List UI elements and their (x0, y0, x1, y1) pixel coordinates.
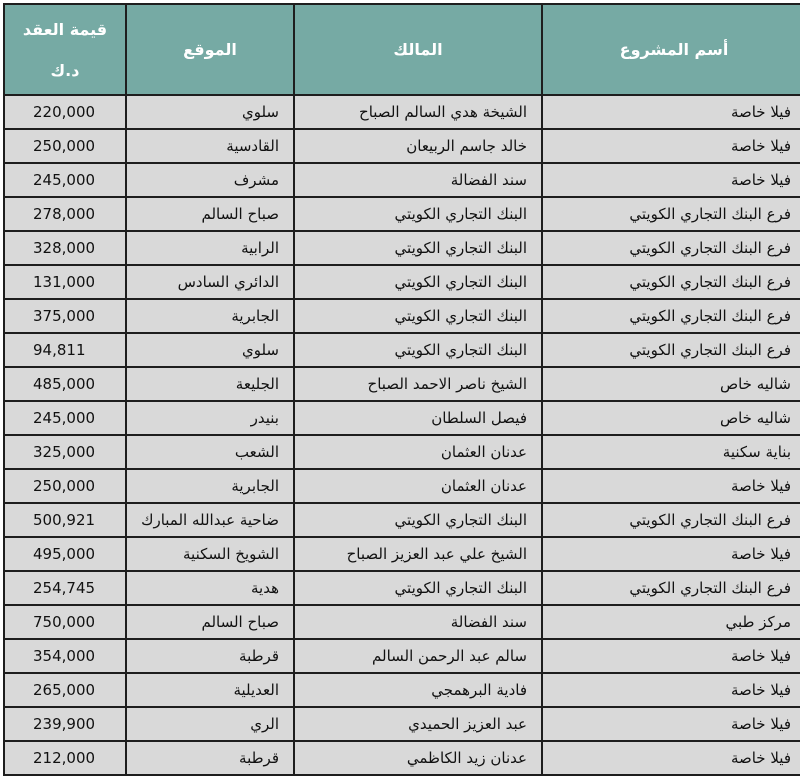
cell-project: فيلا خاصة (542, 469, 800, 503)
cell-contract-value: 265,000 (4, 673, 126, 707)
table-row (4, 571, 800, 605)
cell-location: صباح السالم (126, 197, 294, 231)
cell-owner: البنك التجاري الكويتي (294, 571, 542, 605)
cell-owner: خالد جاسم الربيعان (294, 129, 542, 163)
cell-owner: فيصل السلطان (294, 401, 542, 435)
cell-owner: البنك التجاري الكويتي (294, 503, 542, 537)
table-row (4, 707, 800, 741)
cell-owner: البنك التجاري الكويتي (294, 333, 542, 367)
cell-project: فيلا خاصة (542, 639, 800, 673)
cell-contract-value: 245,000 (4, 401, 126, 435)
cell-location: قرطبة (126, 741, 294, 775)
cell-contract-value: 750,000 (4, 605, 126, 639)
cell-project: فرع البنك التجاري الكويتي (542, 231, 800, 265)
table-row (4, 435, 800, 469)
cell-contract-value: 239,900 (4, 707, 126, 741)
table-row (4, 673, 800, 707)
table-row (4, 163, 800, 197)
cell-contract-value: 250,000 (4, 469, 126, 503)
projects-table-container (3, 3, 797, 776)
header-contract-value-currency: د.ك (50, 60, 80, 80)
cell-contract-value: 495,000 (4, 537, 126, 571)
cell-owner: الشيخ علي عبد العزيز الصباح (294, 537, 542, 571)
cell-location: الرابية (126, 231, 294, 265)
cell-owner: البنك التجاري الكويتي (294, 197, 542, 231)
table-row (4, 299, 800, 333)
cell-contract-value: 325,000 (4, 435, 126, 469)
cell-contract-value: 245,000 (4, 163, 126, 197)
cell-contract-value: 212,000 (4, 741, 126, 775)
cell-location: سلوي (126, 95, 294, 129)
cell-owner: فادية البرهمجي (294, 673, 542, 707)
header-location: الموقع (126, 4, 294, 95)
table-row (4, 367, 800, 401)
cell-location: قرطبة (126, 639, 294, 673)
cell-location: الجليعة (126, 367, 294, 401)
table-header-row (4, 4, 800, 95)
cell-contract-value: 354,000 (4, 639, 126, 673)
projects-table (3, 3, 800, 776)
cell-owner: سند الفضالة (294, 605, 542, 639)
cell-project: فيلا خاصة (542, 741, 800, 775)
cell-project: فرع البنك التجاري الكويتي (542, 571, 800, 605)
cell-contract-value: 220,000 (4, 95, 126, 129)
table-row (4, 741, 800, 775)
header-contract-value (4, 4, 126, 95)
cell-project: فيلا خاصة (542, 129, 800, 163)
cell-location: الجابرية (126, 469, 294, 503)
cell-location: العديلية (126, 673, 294, 707)
header-project: أسم المشروع (542, 4, 800, 95)
cell-contract-value: 131,000 (4, 265, 126, 299)
cell-project: فرع البنك التجاري الكويتي (542, 333, 800, 367)
cell-location: الشعب (126, 435, 294, 469)
table-row (4, 639, 800, 673)
table-row (4, 469, 800, 503)
cell-location: مشرف (126, 163, 294, 197)
cell-project: فيلا خاصة (542, 707, 800, 741)
cell-owner: سالم عبد الرحمن السالم (294, 639, 542, 673)
cell-location: صباح السالم (126, 605, 294, 639)
cell-project: شاليه خاص (542, 367, 800, 401)
table-row (4, 197, 800, 231)
cell-project: مركز طبي (542, 605, 800, 639)
header-owner: المالك (294, 4, 542, 95)
cell-project: فرع البنك التجاري الكويتي (542, 299, 800, 333)
table-row (4, 503, 800, 537)
cell-owner: عدنان العثمان (294, 435, 542, 469)
header-contract-value-title: قيمة العقد (22, 19, 108, 39)
cell-project: فيلا خاصة (542, 95, 800, 129)
cell-owner: البنك التجاري الكويتي (294, 265, 542, 299)
cell-project: فرع البنك التجاري الكويتي (542, 265, 800, 299)
cell-contract-value: 500,921 (4, 503, 126, 537)
cell-project: فيلا خاصة (542, 673, 800, 707)
cell-contract-value: 485,000 (4, 367, 126, 401)
cell-project: فرع البنك التجاري الكويتي (542, 503, 800, 537)
cell-contract-value: 250,000 (4, 129, 126, 163)
cell-location: الري (126, 707, 294, 741)
table-row (4, 265, 800, 299)
cell-location: الدائري السادس (126, 265, 294, 299)
cell-project: فيلا خاصة (542, 537, 800, 571)
cell-owner: عدنان العثمان (294, 469, 542, 503)
table-row (4, 231, 800, 265)
cell-owner: عدنان زيد الكاظمي (294, 741, 542, 775)
cell-location: الجابرية (126, 299, 294, 333)
cell-owner: عبد العزيز الحميدي (294, 707, 542, 741)
cell-project: فرع البنك التجاري الكويتي (542, 197, 800, 231)
cell-contract-value: 94,811 (4, 333, 126, 367)
cell-project: فيلا خاصة (542, 163, 800, 197)
cell-contract-value: 278,000 (4, 197, 126, 231)
cell-location: بنيدر (126, 401, 294, 435)
cell-project: شاليه خاص (542, 401, 800, 435)
table-row (4, 605, 800, 639)
cell-location: ضاحية عبدالله المبارك (126, 503, 294, 537)
table-row (4, 333, 800, 367)
cell-owner: الشيخ ناصر الاحمد الصباح (294, 367, 542, 401)
cell-owner: سند الفضالة (294, 163, 542, 197)
cell-location: القادسية (126, 129, 294, 163)
table-row (4, 95, 800, 129)
cell-location: الشويخ السكنية (126, 537, 294, 571)
cell-location: هدية (126, 571, 294, 605)
cell-owner: البنك التجاري الكويتي (294, 299, 542, 333)
cell-owner: البنك التجاري الكويتي (294, 231, 542, 265)
table-row (4, 129, 800, 163)
cell-contract-value: 328,000 (4, 231, 126, 265)
cell-owner: الشيخة هدي السالم الصباح (294, 95, 542, 129)
table-row (4, 401, 800, 435)
table-row (4, 537, 800, 571)
cell-contract-value: 254,745 (4, 571, 126, 605)
cell-project: بناية سكنية (542, 435, 800, 469)
cell-location: سلوي (126, 333, 294, 367)
cell-contract-value: 375,000 (4, 299, 126, 333)
